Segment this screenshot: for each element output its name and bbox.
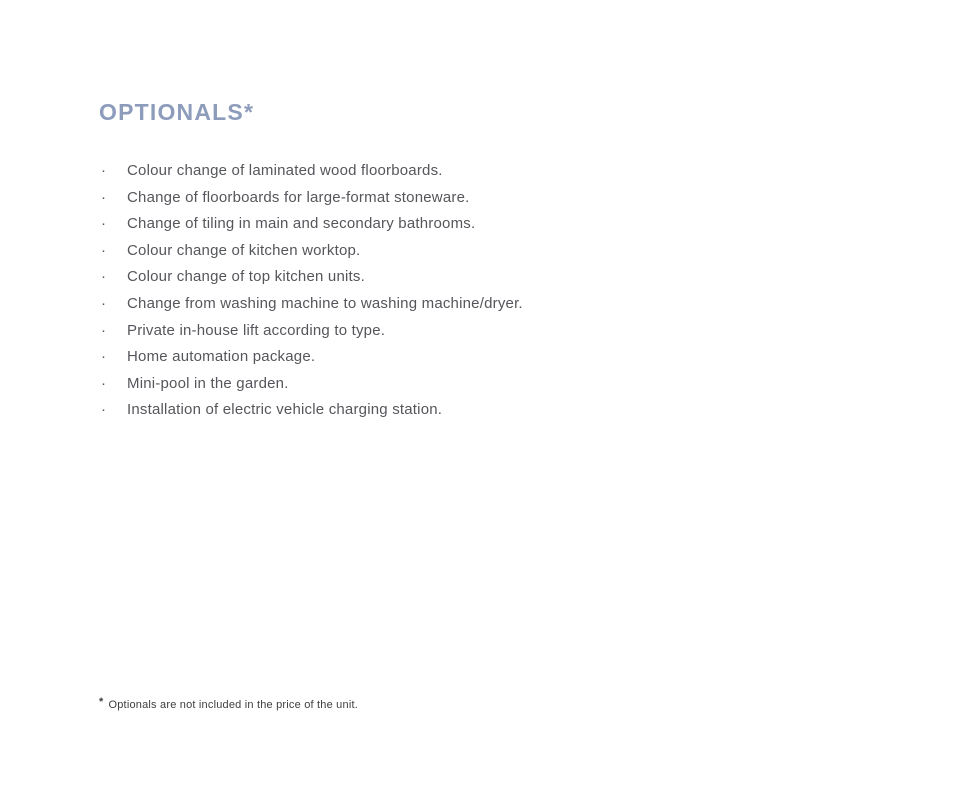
list-item (99, 161, 819, 188)
bullet-dot-icon: · (101, 268, 107, 286)
bullet-dot-icon: · (101, 294, 107, 312)
list-item (99, 241, 819, 268)
bullet-dot-icon: · (101, 401, 107, 419)
bullet-dot-icon: · (101, 348, 107, 366)
list-item-text: Private in-house lift according to type. (127, 321, 386, 339)
bullet-dot-icon: · (101, 241, 107, 259)
bullet-dot-icon: · (101, 188, 107, 206)
list-item-text: Change of tiling in main and secondary bathrooms. (127, 215, 476, 233)
list-item-text: Colour change of top kitchen units. (127, 268, 365, 286)
bullet-dot-icon: · (101, 162, 107, 179)
footnote-text: Optionals are not included in the price of the unit. (108, 699, 358, 711)
list-item (99, 214, 819, 241)
footnote-asterisk: * (99, 696, 104, 708)
list-item (99, 294, 819, 321)
optionals-list (99, 161, 819, 427)
list-item-text: Home automation package. (127, 348, 316, 366)
footnote (99, 696, 358, 711)
list-item-text: Change from washing machine to washing machine/dryer. (127, 294, 523, 312)
list-item (99, 347, 819, 374)
list-item-text: Change of floorboards for large-format stoneware. (127, 188, 470, 206)
list-item-text: Installation of electric vehicle charging station. (127, 401, 443, 419)
list-item (99, 400, 819, 427)
list-item (99, 267, 819, 294)
list-item (99, 188, 819, 215)
list-item (99, 374, 819, 401)
bullet-dot-icon: · (101, 215, 107, 233)
bullet-dot-icon: · (101, 321, 107, 339)
bullet-dot-icon: · (101, 374, 107, 392)
page-title: OPTIONALS* (99, 99, 255, 125)
list-item-text: Colour change of kitchen worktop. (127, 241, 361, 259)
list-item-text: Mini-pool in the garden. (127, 374, 289, 392)
list-item (99, 321, 819, 348)
list-item-text: Colour change of laminated wood floorboards. (127, 162, 443, 179)
